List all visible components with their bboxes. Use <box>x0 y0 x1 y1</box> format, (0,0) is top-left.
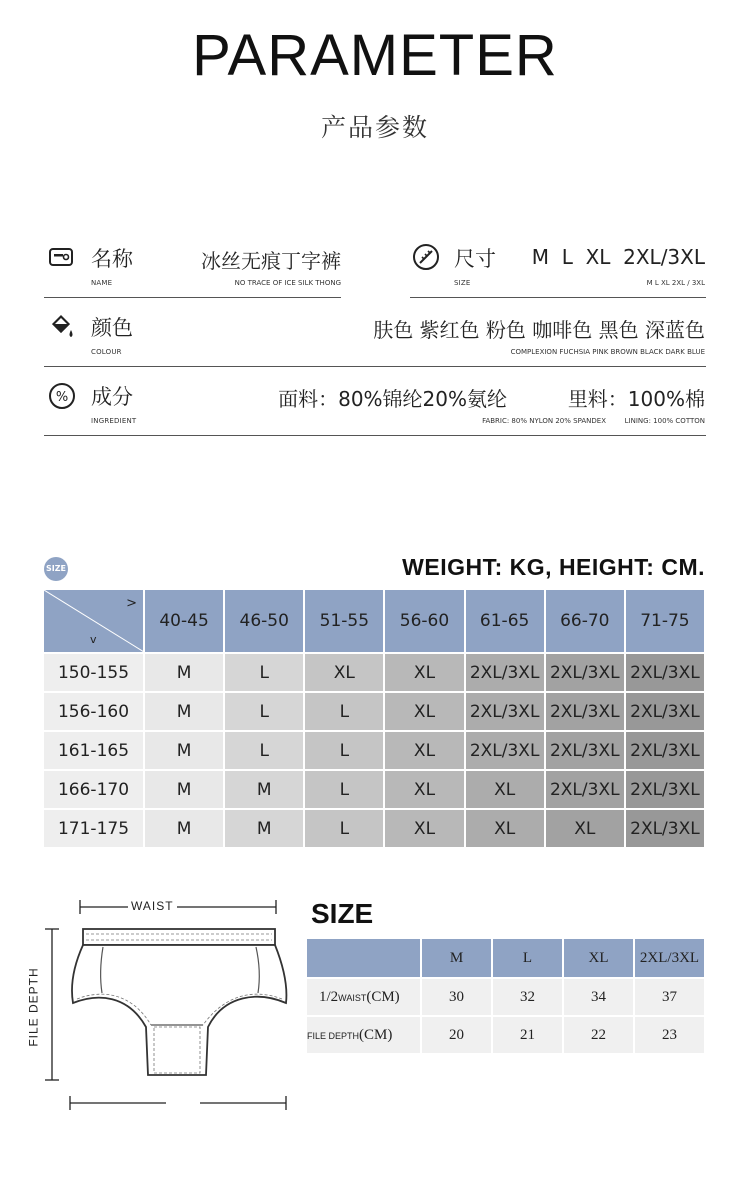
weight-header: 56-60 <box>384 590 464 653</box>
param-name-label: 名称 <box>91 247 133 271</box>
size-header: L <box>492 939 563 978</box>
size-cell: 2XL/3XL <box>625 770 705 809</box>
size-cell: 2XL/3XL <box>465 731 545 770</box>
param-size-value: M L XL 2XL/3XL <box>531 245 705 269</box>
param-lining-value: 里料：100%棉 <box>567 387 705 411</box>
size-chart-table <box>44 590 706 849</box>
height-header: 166-170 <box>44 770 144 809</box>
size-cell: 2XL/3XL <box>465 653 545 692</box>
weight-header: 40-45 <box>144 590 224 653</box>
size-cell: XL <box>384 809 464 848</box>
row-label <box>307 978 421 1016</box>
divider <box>44 366 706 367</box>
divider <box>410 297 706 298</box>
divider <box>44 435 706 436</box>
corner-weight-marker: > <box>126 596 137 611</box>
param-lining-value-en: LINING: 100% COTTON <box>624 417 705 425</box>
size-cell: XL <box>545 809 625 848</box>
measure-cell: 23 <box>634 1016 705 1054</box>
page-subtitle: 产品参数 <box>320 113 429 142</box>
weight-header: 71-75 <box>625 590 705 653</box>
measure-cell: 37 <box>634 978 705 1016</box>
param-name-value: 冰丝无痕丁字裤 <box>201 249 341 273</box>
size-cell: M <box>224 809 304 848</box>
row-label-unit: (CM) <box>366 988 400 1005</box>
size-cell: XL <box>304 653 384 692</box>
size-cell: L <box>304 809 384 848</box>
paint-bucket-icon <box>48 312 74 338</box>
size-cell: 2XL/3XL <box>545 731 625 770</box>
size-cell: M <box>224 770 304 809</box>
corner-height-marker: v <box>90 633 97 646</box>
size-cell: M <box>144 731 224 770</box>
size-cell: XL <box>384 653 464 692</box>
param-colour-value-en: COMPLEXION FUCHSIA PINK BROWN BLACK DARK BLUE <box>510 348 705 356</box>
size-cell: XL <box>384 692 464 731</box>
measure-cell: 34 <box>563 978 634 1016</box>
height-header: 156-160 <box>44 692 144 731</box>
svg-text:%: % <box>55 390 69 405</box>
measure-cell: 20 <box>421 1016 492 1054</box>
size-cell: M <box>144 770 224 809</box>
param-fabric-value: 面料：80%锦纶20%氨纶 <box>278 387 507 411</box>
weight-header: 46-50 <box>224 590 304 653</box>
table-row <box>307 978 705 1016</box>
row-label-name: FILE DEPTH <box>307 1030 360 1041</box>
size-header: 2XL/3XL <box>634 939 705 978</box>
waist-label: WAIST <box>128 899 177 913</box>
depth-label: FILE DEPTH <box>26 967 41 1047</box>
size-header: XL <box>563 939 634 978</box>
size-cell: XL <box>384 770 464 809</box>
height-header: 161-165 <box>44 731 144 770</box>
size-badge: SIZE <box>44 557 68 581</box>
size-cell: XL <box>465 770 545 809</box>
size-cell: 2XL/3XL <box>625 653 705 692</box>
unit-note: WEIGHT: KG, HEIGHT: CM. <box>402 554 705 580</box>
row-label-prefix: 1/2 <box>319 988 339 1005</box>
param-size-en: SIZE <box>454 279 471 287</box>
percent-icon <box>48 382 74 408</box>
page-title: PARAMETER <box>192 23 558 88</box>
size-cell: L <box>224 692 304 731</box>
table-row <box>44 809 705 848</box>
garment-diagram <box>28 885 303 1115</box>
param-fabric-value-en: FABRIC: 80% NYLON 20% SPANDEX <box>482 417 606 425</box>
size-cell: 2XL/3XL <box>625 692 705 731</box>
divider <box>44 297 341 298</box>
param-colour-value: 肤色 紫红色 粉色 咖啡色 黑色 深蓝色 <box>373 318 705 342</box>
table-row <box>44 692 705 731</box>
size-cell: XL <box>465 809 545 848</box>
size-cell: M <box>144 692 224 731</box>
measure-cell: 32 <box>492 978 563 1016</box>
size-cell: M <box>144 653 224 692</box>
row-label-name: WAIST <box>338 992 367 1003</box>
size-cell: 2XL/3XL <box>545 692 625 731</box>
measure-cell: 22 <box>563 1016 634 1054</box>
weight-header: 61-65 <box>465 590 545 653</box>
param-ingredient-label: 成分 <box>91 385 133 409</box>
table-row <box>307 1016 705 1054</box>
param-ingredient-en: INGREDIENT <box>91 417 137 425</box>
param-size-value-en: M L XL 2XL / 3XL <box>646 279 705 287</box>
header-blank-cell <box>307 939 421 978</box>
table-row <box>44 770 705 809</box>
size-cell: L <box>304 731 384 770</box>
size-cell: 2XL/3XL <box>545 653 625 692</box>
size-cell: 2XL/3XL <box>545 770 625 809</box>
param-size-label: 尺寸 <box>454 247 496 271</box>
param-colour-en: COLOUR <box>91 348 122 356</box>
table-row <box>44 731 705 770</box>
size-cell: 2XL/3XL <box>625 809 705 848</box>
size-cell: L <box>224 731 304 770</box>
param-name-value-en: NO TRACE OF ICE SILK THONG <box>234 279 341 287</box>
table-header-row <box>307 939 705 978</box>
row-label <box>307 1016 421 1054</box>
size-cell: 2XL/3XL <box>625 731 705 770</box>
height-header: 150-155 <box>44 653 144 692</box>
table-header-row <box>44 590 705 653</box>
measure-table <box>307 939 706 1055</box>
size-cell: 2XL/3XL <box>465 692 545 731</box>
tape-measure-icon <box>412 243 438 269</box>
param-name-en: NAME <box>91 279 113 287</box>
param-colour-label: 颜色 <box>91 316 133 340</box>
size-header: M <box>421 939 492 978</box>
tag-card-icon <box>48 244 74 270</box>
measure-cell: 30 <box>421 978 492 1016</box>
table-row <box>44 653 705 692</box>
height-header: 171-175 <box>44 809 144 848</box>
size-cell: L <box>224 653 304 692</box>
size-cell: L <box>304 770 384 809</box>
measure-cell: 21 <box>492 1016 563 1054</box>
weight-header: 51-55 <box>304 590 384 653</box>
row-label-unit: (CM) <box>359 1026 393 1043</box>
measure-table-title: SIZE <box>311 898 374 929</box>
size-cell: M <box>144 809 224 848</box>
size-cell: L <box>304 692 384 731</box>
size-cell: XL <box>384 731 464 770</box>
weight-header: 66-70 <box>545 590 625 653</box>
table-corner-cell <box>44 590 144 653</box>
